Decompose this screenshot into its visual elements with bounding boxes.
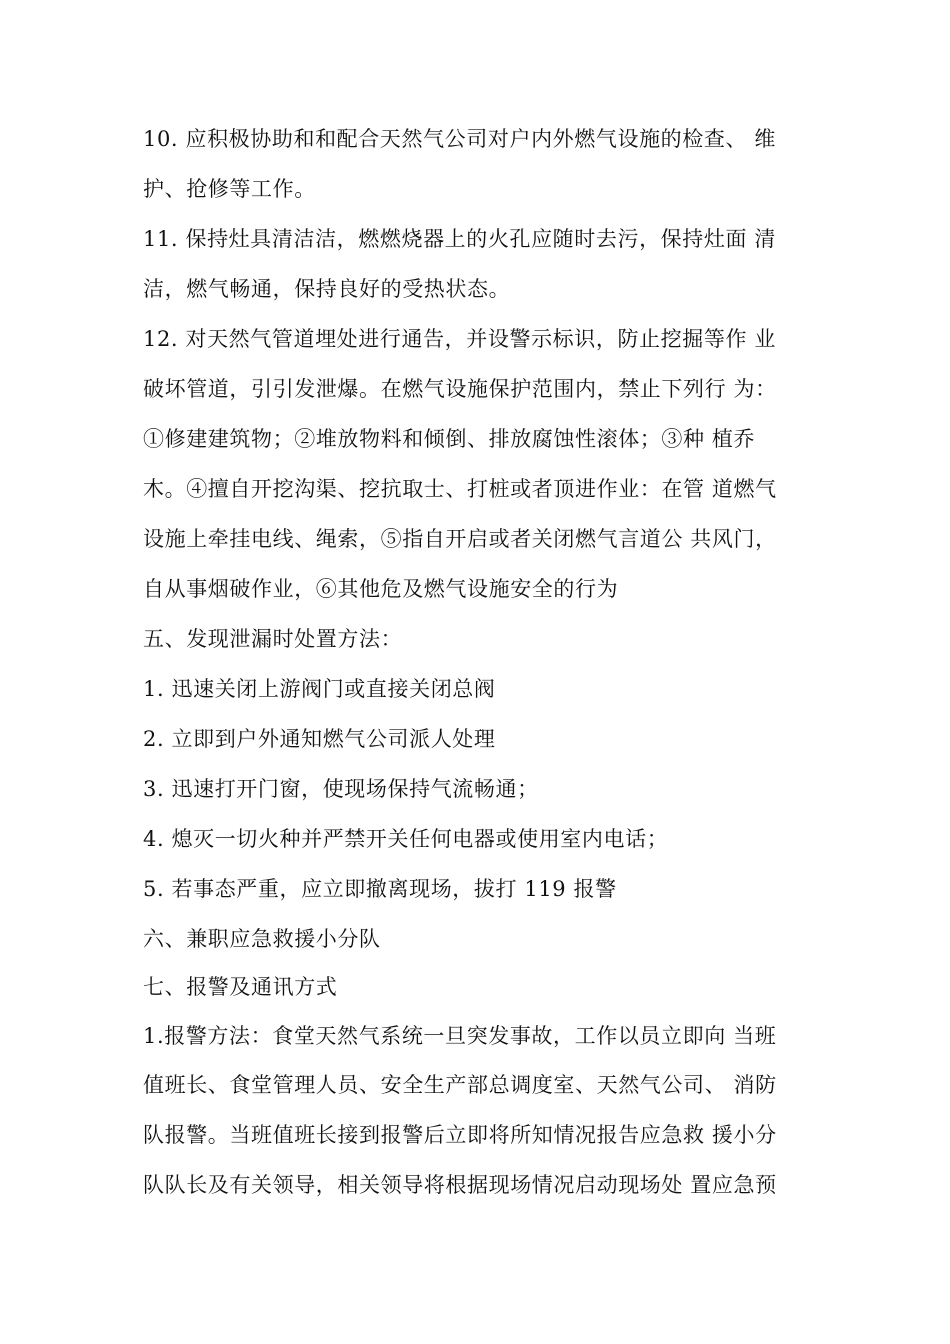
section-heading: 五、发现泄漏时处置方法： [143, 627, 403, 651]
text-line: 破坏管道，引引发泄爆。在燃气设施保护范围内，禁止下列行 为： [143, 377, 777, 401]
text-line: 设施上牵挂电线、绳索，⑤指自开启或者关闭燃气言道公 共风门， [143, 527, 777, 551]
text-line: 队队长及有关领导，相关领导将根据现场情况启动现场处 置应急预 [143, 1173, 777, 1197]
text-line: 自从事烟破作业，⑥其他危及燃气设施安全的行为 [143, 577, 619, 601]
text-line: 12. 对天然气管道埋处进行通告，并设警示标识，防止挖掘等作 业 [143, 327, 776, 351]
text-line: 木。④擅自开挖沟渠、挖抗取士、打桩或者顶进作业：在管 道燃气 [143, 477, 777, 501]
section-heading: 七、报警及通讯方式 [143, 975, 338, 999]
text-line: 值班长、食堂管理人员、安全生产部总调度室、天然气公司、 消防 [143, 1073, 777, 1097]
section-heading: 六、兼职应急救援小分队 [143, 927, 381, 951]
text-line: 队报警。当班值班长接到报警后立即将所知情况报告应急救 援小分 [143, 1123, 777, 1147]
text-line: 护、抢修等工作。 [143, 177, 316, 201]
text-line: 洁，燃气畅通，保持良好的受热状态。 [143, 277, 511, 301]
list-item: 4. 熄灭一切火种并严禁开关任何电器或使用室内电话； [143, 827, 669, 851]
list-item: 3. 迅速打开门窗，使现场保持气流畅通； [143, 777, 539, 801]
text-line: 1.报警方法：食堂天然气系统一旦突发事故，工作以员立即向 当班 [143, 1024, 777, 1048]
list-item: 1. 迅速关闭上游阀门或直接关闭总阀 [143, 677, 496, 701]
text-line: 11. 保持灶具清洁洁，燃燃烧器上的火孔应随时去污，保持灶面 清 [143, 227, 776, 251]
list-item: 2. 立即到户外通知燃气公司派人处理 [143, 727, 496, 751]
text-line: 10. 应积极协助和和配合天然气公司对户内外燃气设施的检查、 维 [143, 127, 776, 151]
list-item: 5. 若事态严重，应立即撤离现场，拔打 119 报警 [143, 877, 617, 901]
text-line: ①修建建筑物；②堆放物料和倾倒、排放腐蚀性滚体；③种 植乔 [143, 427, 756, 451]
